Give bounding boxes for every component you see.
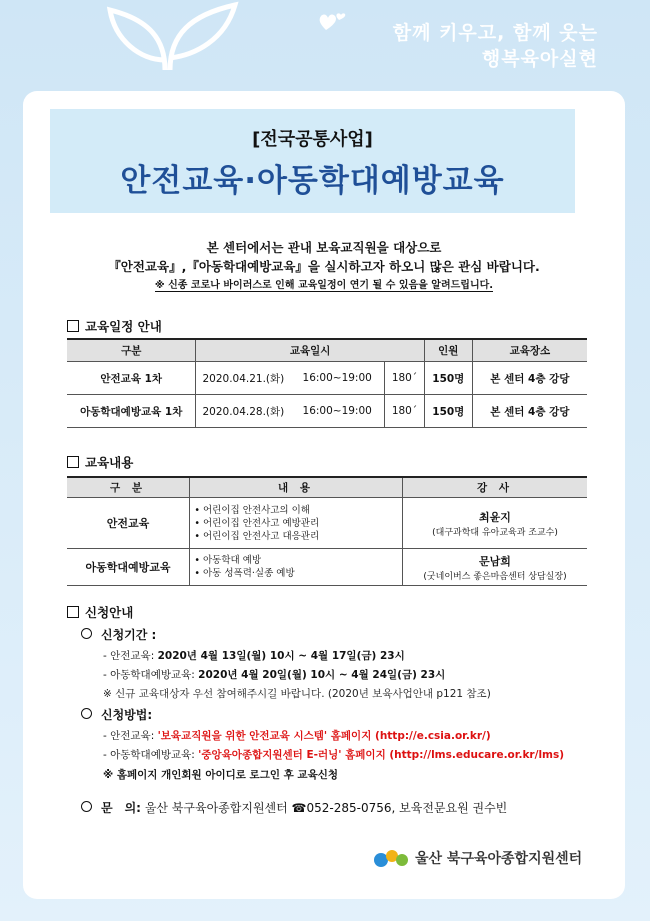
method-site: '보육교직원을 위한 안전교육 시스템' 홈페이지: [157, 730, 372, 742]
table-row: [67, 549, 587, 586]
title-box: [50, 109, 575, 213]
content-instructor: [403, 498, 588, 549]
schedule-date: 2020.04.28.(화): [196, 395, 290, 428]
schedule-header-row: [67, 339, 587, 362]
slogan: [393, 20, 598, 72]
period-prefix: - 안전교육:: [103, 650, 158, 662]
center-logo-icon: [373, 846, 409, 870]
apply-period-label: [81, 626, 156, 643]
apply-heading-text: 신청안내: [85, 605, 134, 620]
content-heading-text: 교육내용: [85, 455, 134, 470]
instructor-name: 최윤지: [479, 510, 511, 524]
schedule-place: 본 센터 4층 강당: [472, 395, 587, 428]
period-prefix: - 아동학대예방교육:: [103, 669, 199, 681]
circle-bullet-icon: [81, 708, 92, 719]
method-site: '중앙육아종합지원센터 E-러닝' 홈페이지: [198, 749, 386, 761]
title-sub: [전국공통사업]: [252, 129, 373, 150]
hearts-icon: [318, 10, 348, 34]
intro-notice-text: ※ 신종 코로나 바이러스로 인해 교육일정이 연기 될 수 있음을 알려드립니다.: [154, 280, 494, 291]
table-row: [67, 362, 587, 395]
apply-method-text: 신청방법:: [101, 708, 153, 722]
content-category: 안전교육: [67, 498, 190, 549]
contact-info: [81, 799, 507, 816]
schedule-count: 150명: [424, 362, 472, 395]
instructor-affiliation: (대구과학대 유아교육과 조교수): [432, 527, 558, 538]
schedule-time: 16:00~19:00: [290, 395, 384, 428]
content-instructor: [403, 549, 588, 586]
method-line-1: [103, 728, 491, 743]
col-header: 내 용: [190, 477, 403, 498]
circle-bullet-icon: [81, 628, 92, 639]
period-note: ※ 신규 교육대상자 우선 참여해주시길 바랍니다. (2020년 보육사업안내 p121 참조): [103, 688, 491, 700]
intro-line-2: 『안전교육』,『아동학대예방교육』을 실시하고자 하오니 많은 관심 바랍니다.: [108, 259, 540, 274]
list-item: • 아동학대 예방: [203, 554, 401, 567]
schedule-date: 2020.04.21.(화): [196, 362, 290, 395]
col-header: 교육장소: [472, 339, 587, 362]
col-header: 구 분: [67, 477, 190, 498]
apply-method-label: [81, 706, 152, 723]
schedule-name: 안전교육 1차: [67, 362, 196, 395]
schedule-duration: 180´: [385, 362, 425, 395]
checkbox-square-icon: [67, 456, 79, 468]
slogan-line-2: 행복육아실현: [481, 48, 598, 70]
schedule-table: [67, 338, 587, 428]
schedule-heading-text: 교육일정 안내: [85, 319, 162, 334]
content-header-row: [67, 477, 587, 498]
sprout-leaf-icon: [70, 0, 270, 70]
col-header: 강 사: [403, 477, 588, 498]
schedule-count: 150명: [424, 395, 472, 428]
checkbox-square-icon: [67, 320, 79, 332]
apply-heading: [67, 603, 133, 621]
list-item: • 어린이집 안전사고 대응관리: [203, 530, 401, 543]
content-heading: [67, 453, 133, 471]
method-prefix: - 아동학대예방교육:: [103, 749, 199, 761]
circle-bullet-icon: [81, 801, 92, 812]
schedule-time: 16:00~19:00: [290, 362, 384, 395]
center-logo-text: 울산 북구육아종합지원센터: [415, 851, 583, 867]
list-item: • 아동 성폭력·실종 예방: [203, 567, 401, 580]
content-table: [67, 476, 587, 586]
table-row: [67, 498, 587, 549]
schedule-place: 본 센터 4층 강당: [472, 362, 587, 395]
list-item: • 어린이집 안전사고의 이해: [203, 504, 401, 517]
table-row: [67, 395, 587, 428]
col-header: 인원: [424, 339, 472, 362]
intro-line-1: 본 센터에서는 관내 보육교직원을 대상으로: [206, 240, 442, 255]
schedule-heading: [67, 317, 162, 335]
checkbox-square-icon: [67, 606, 79, 618]
method-url-link[interactable]: (http://lms.educare.or.kr/lms): [385, 749, 565, 761]
page-title: 안전교육·아동학대예방교육: [120, 163, 505, 199]
schedule-name: 아동학대예방교육 1차: [67, 395, 196, 428]
method-note: ※ 홈페이지 개인회원 아이디로 로그인 후 교육신청: [103, 769, 339, 781]
col-header: 구분: [67, 339, 196, 362]
col-header: 교육일시: [196, 339, 424, 362]
instructor-affiliation: (굿네이버스 좋은마음센터 상담실장): [423, 571, 567, 582]
content-card: [23, 91, 625, 899]
method-line-2: [103, 747, 564, 762]
apply-period-text: 신청기간 :: [101, 628, 157, 642]
intro-notice: [23, 276, 625, 291]
period-line-1: [103, 648, 405, 663]
period-value: 2020년 4월 20일(월) 10시 ~ 4월 24일(금) 23시: [198, 669, 446, 681]
content-items: [190, 549, 403, 586]
schedule-duration: 180´: [385, 395, 425, 428]
content-items: [190, 498, 403, 549]
contact-text: 울산 북구육아종합지원센터 ☎052-285-0756, 보육전문요원 권수빈: [144, 801, 508, 815]
list-item: • 어린이집 안전사고 예방관리: [203, 517, 401, 530]
method-url-link[interactable]: (http://e.csia.or.kr/): [371, 730, 491, 742]
method-prefix: - 안전교육:: [103, 730, 158, 742]
contact-label: 문 의:: [101, 801, 141, 815]
period-line-2: [103, 667, 445, 682]
content-category: 아동학대예방교육: [67, 549, 190, 586]
period-value: 2020년 4월 13일(월) 10시 ~ 4월 17일(금) 23시: [157, 650, 405, 662]
center-logo: [373, 846, 582, 870]
instructor-name: 문남희: [479, 554, 511, 568]
slogan-line-1: 함께 키우고, 함께 웃는: [392, 22, 598, 44]
